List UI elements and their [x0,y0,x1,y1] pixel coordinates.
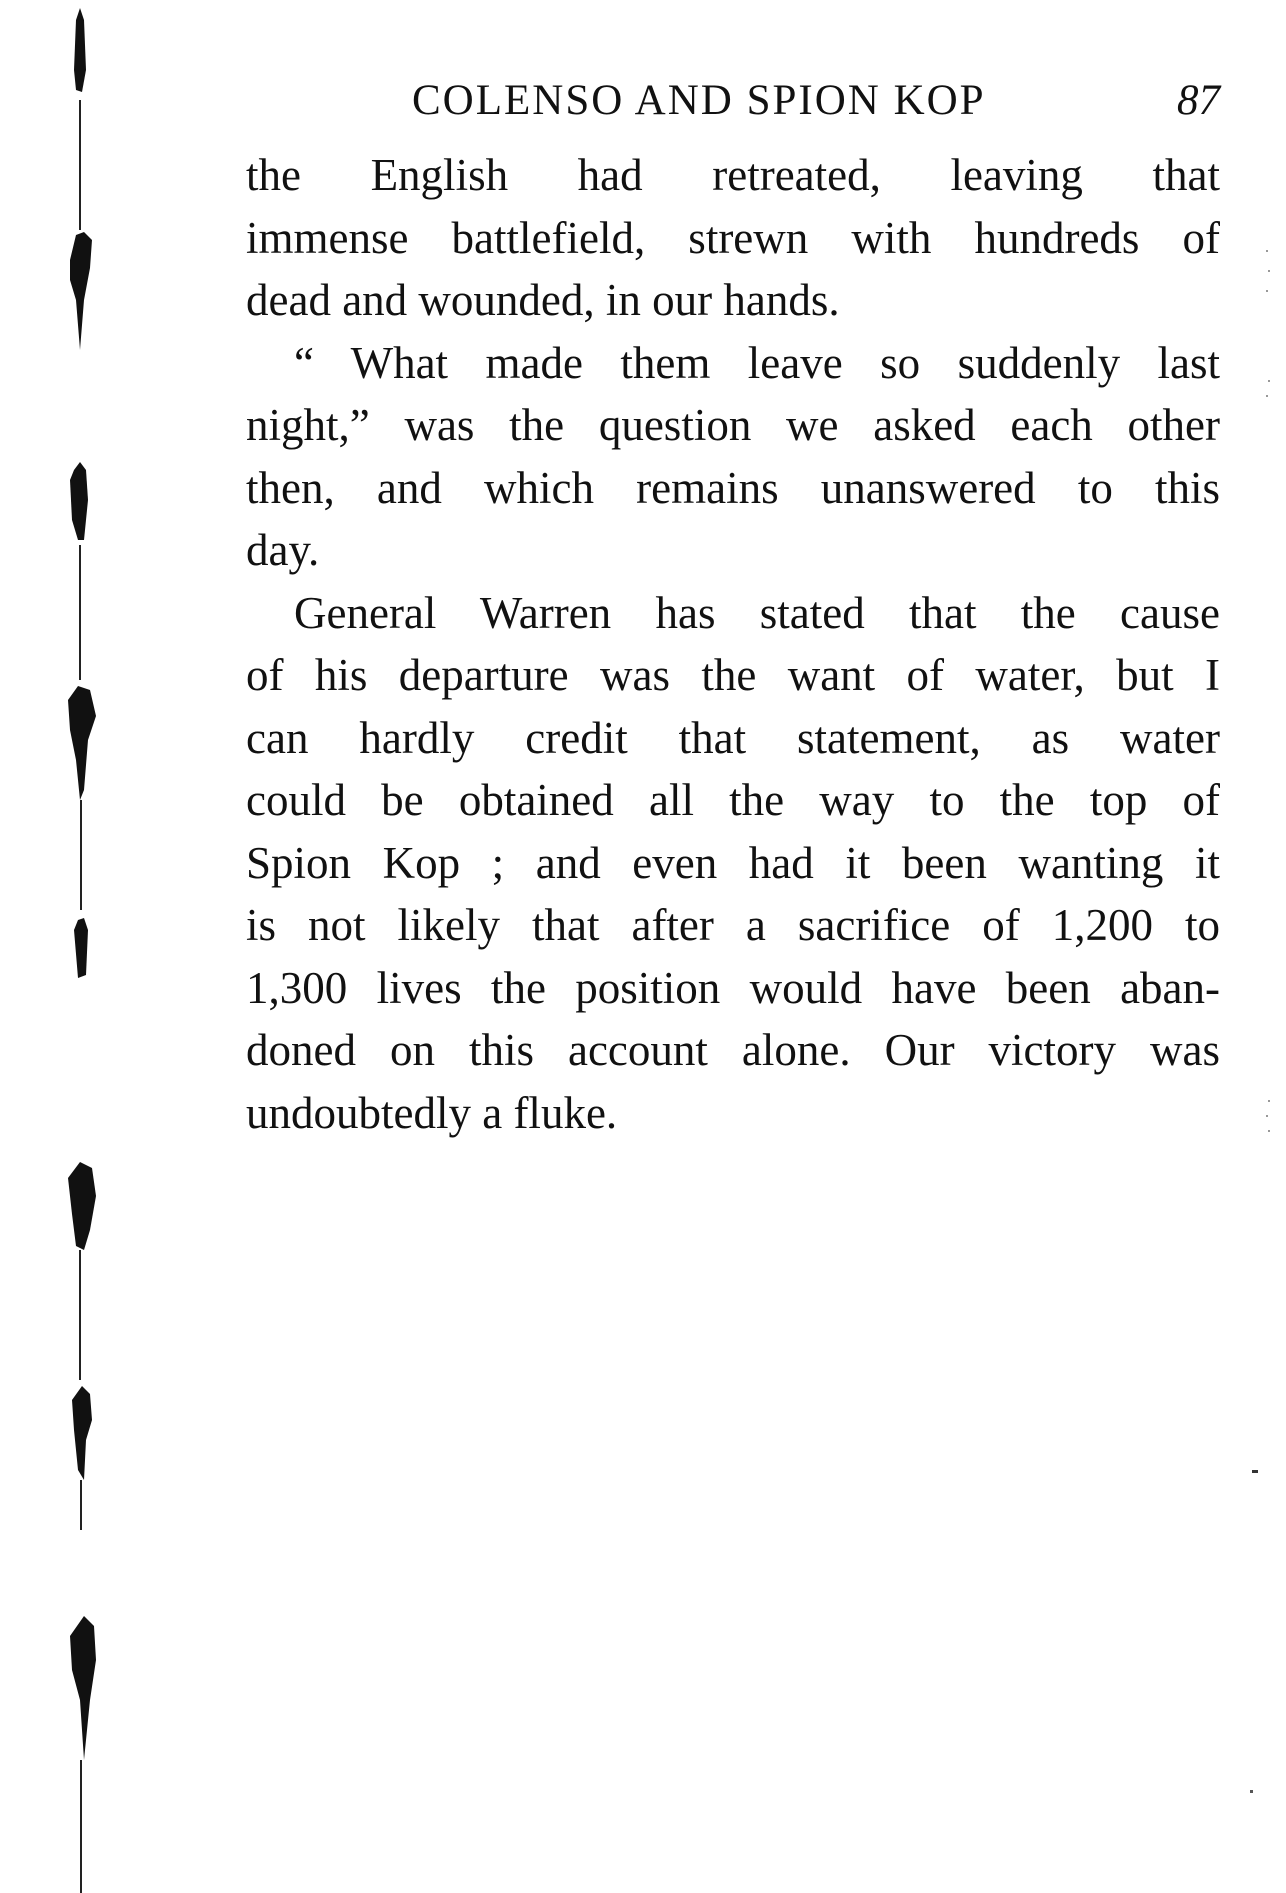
edge-specks [1246,0,1286,1893]
text-line: General Warren has stated that the cause [294,587,1220,638]
text-line: immense battlefield, strewn with hundreds of [246,212,1220,263]
text-line: “ What made them leave so suddenly last [294,337,1220,388]
text-line: night,” was the question we asked each other [246,400,1220,450]
binding-edge-artifacts [40,0,120,1893]
text-line: of his departure was the want of water, but I [246,650,1220,700]
text-line: 1,300 lives the position would have been aban- [246,962,1220,1013]
text-line: could be obtained all the way to the top of [246,775,1220,825]
text-line: doned on this account alone. Our victory was [246,1025,1220,1075]
text-line: is not likely that after a sacrifice of 1,200 to [246,900,1220,950]
body-text [246,144,1220,1144]
text-line: undoubtedly a fluke. [246,1087,618,1138]
text-line: dead and wounded, in our hands. [246,275,840,325]
running-head [246,76,1220,136]
page-number: 87 [1177,77,1220,124]
running-title: COLENSO AND SPION KOP [412,77,986,124]
text-line: the English had retreated, leaving that [246,150,1220,200]
text-line: then, and which remains unanswered to this [246,462,1220,513]
text-line: day. [246,525,320,575]
text-line: Spion Kop ; and even had it been wanting it [246,837,1220,888]
text-line: can hardly credit that statement, as water [246,712,1220,763]
